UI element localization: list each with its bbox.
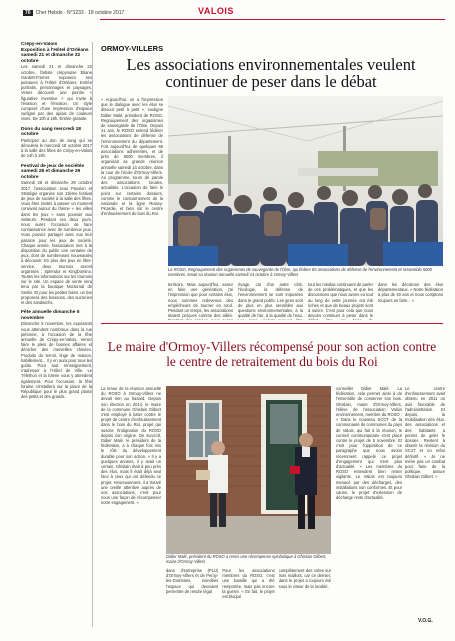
article-body-column: Pour les associations membres du ROSO, c'est une bataille qui a été remportée, mais pas encore la guerre. « En fait, le projet est bloqué: [222, 568, 275, 600]
article-body-column: Le centre d'enfouissement avait obtenu en 2011 un avis favorable de l'administration. Et depuis, la mobilisation des élus, des associations et des habitants a permis de geler le dossier. Restent à obtenir la révision du SCoT et un refus définitif. « Je ne mène pas un combat pour faire de la politique, assure Ghislain Gilbert. »: [405, 386, 445, 480]
article-body-column: tout les médias continuent de parler de ces problématiques, et que les discussions que nous avons eu tout au long de cette journée ont été riches et que de beaux projets sont à suivre. C'est pour cela que nous devons continuer à peser dans le: [308, 282, 373, 319]
brief-text: Samedi 28 et dimanche 29 octobre 2017, l'association Jeux Passion et Stratégie organise son 13ème festival de jeux de société à la salle des fêtes. Vous êtes invités à passer un moment convivial autour du thème « les villes dans les jeux » sans pousser aux visiteurs. Pendant ces deux jours, nous aurez l'occasion de faire connaissance avec de nombreux jeux. Vous pouvez partager avec eux leur passion pour les jeux de société. Chaque année, l'association met à la disposition du public une centaine de jeux, dont de nombreuses nouveautés à découvrir. En plus des jeux en libre-service, deux tournois seront organisés : Splendor et KingDomino. Toutes les informations sur les tournois sur le site. Un espace de vente sera tenu par la boutique Nocturnal de Senlis. Et pour les petites faims, un bar proposera des boissons, des sucreries et des sandwichs.: [21, 180, 92, 306]
brief-item: [21, 164, 92, 306]
section-title: VALOIS: [198, 6, 234, 16]
left-news-column: [21, 42, 93, 627]
article-body-column: conseiller Didier Malé. La fédération, cela permet ainsi à de l'ensemble de conserver son bois. Ghislain, maire d'Ormoy-Villers, l'élève de l'association Valois environnement, membre du ROSO : « Dans le nouveau SCOT de la communauté de communes du pays de Valois, qui fait à la réunion, le conseil communautaire s'est placé contre le projet de 5 novembre. Et c'est pour l'opposition de ce paragraphe que nous avons récemment rappelé ce projet d'engagement qui n'est plus d'actualité. » Les membres du ROSO entendent bien rester vigilants. Le Valois est toujours menacé par des décharges, des installations non conformes. Et pour cause, le projet d'extension de décharge reste d'actualité.: [336, 386, 402, 501]
meeting-photo: [168, 96, 443, 266]
article-body-column: territoire. Mais aujourd'hui, assez en faire une génération, j'ai l'impression que pour certains élus, nous sommes redevenus des empêcheurs de tourner en rond. Pendant un temps, les associations étaient perçues comme des alliés.: [168, 282, 233, 319]
article-body-row: [168, 282, 443, 320]
header-rule: [100, 19, 445, 20]
author-signature: V.O.G.: [418, 618, 433, 624]
page-number: 70: [25, 10, 31, 16]
brief-text: Participez au don de sang qui se déroulera le mercredi 18 octobre 2017 à la salle des fêtes de Crépy-en-Valois de 14h à 19h.: [21, 137, 92, 159]
article-headline: Les associations environnementales veulent continuer de peser dans le débat: [126, 55, 416, 91]
article-body-column: dans les décisions des élus départementaux. « Notre fédération a plus de 40 ans et nous comptons toujours en faire... »: [378, 282, 443, 303]
brief-text: Les samedi 21 et dimanche 22 octobre, l'artiste crépynoise Eliane Gardett-Fremet exposera ses peintures à l'Hôtel d'Orléans. Entrée portraits, personnages et paysages. Venez découvrir une peintre « figurative inventive » qui invite à l'évasion et l'émotion. Un style composé d'une impression d'espace surligné par des apiais de couleurs vives. De 10h à 18h. Entrée gratuite.: [21, 64, 92, 122]
article-kicker: ORMOY-VILLERS: [101, 44, 164, 53]
photo-caption: Le ROSO, Regroupement des organismes de sauvegarde de l'Oise, qui fédère 65 associations de défense de l'environnement et rassemble 5000 membres, tenait sa réunion annuelle samedi 14 octobre à Ormoy-Villers: [168, 267, 432, 277]
brief-heading: Fête annuelle dimanche 5 novembre: [21, 310, 80, 321]
brief-item: [21, 127, 92, 159]
article-headline: Le maire d'Ormoy-Villers récompensé pour son action contre le centre de retraitement du bois du Roi: [107, 339, 437, 370]
article-body-column: dans d'entreprise (PLU) d'Ormoy-Villers et de Peroy-les-Gombries, inondées l'espace qui devraient permettre de rendre légal: [166, 568, 219, 594]
award-photo: [166, 386, 331, 554]
article-body-row: [166, 568, 331, 623]
article-body-column: « Aujourd'hui, on a l'impression que le dialogue avec les élus se dissout petit à petit », souligne Didier Malé, président de ROSO. Regroupement des organismes de sauvegarde de l'Oise. Depuis 41 ans, le ROSO entend fédérer les associations de défense de l'environnement du département. Fort aujourd'hui de quelques 65 associations adhérentes, et de près de 5000 membres, il organisait sa grande réunion annuelle samedi 14 octobre, dans la cour de l'école d'Ormoy-Villers. Au programme, tours de parole des associations locales, actualités. L'occasion de faire le point sur certains dossiers, comme le contournement de la nationale et la ligne Roissy-Picardie, et bien sûr le centre d'enfouissement du bois du Roi.: [101, 97, 163, 217]
brief-item: [21, 42, 92, 122]
brief-heading: Dons du sang mercredi 18 octobre: [21, 126, 81, 138]
page-header-info: [23, 8, 124, 18]
brief-subheading: Exposition à l'Hôtel d'Orléans samedi 21 et dimanche 22 octobre: [21, 47, 89, 64]
brief-heading: Festival de jeux de sociétés samedi 28 et dimanche 29 octobre: [21, 163, 85, 180]
article-separator: [101, 323, 443, 324]
photo-caption: Didier Malé, président du ROSO a remis une récompense symbolique à Ghislain Gilbert, maire d'Ormoy-Villers: [166, 554, 327, 564]
brief-item: [21, 310, 92, 399]
brief-text: Dimanche 5 novembre, les exposants vous attendent nombreux dans la rue piétonne, à l'occasion de la fête annuelle de Crépy-en-Valois. Venez faire le plein de bonnes affaires et dénicher des merveilles chinées. Produits du terroir, linge de maison, habillement... Il y en aura pour tous les goûts. Pour tout renseignement, s'adresser à l'Hôtel de Ville. Le Téléthon et la loterie vous y attendent également. Pour l'occasion, la fête foraine s'installera sur la place de la République pour le plus grand plaisir des petits et des grands.: [21, 321, 92, 400]
article-body-column: La tenue de la réunion annuelle du ROSO à Ormoy-Villers ne devait rien au hasard. Depuis son élection en 2014, le maire de la commune Ghislain Gilbert s'est employé à lutter contre le projet de centre d'enfouissement dans le bois du Roi, projet qui suscite l'indignation du ROSO depuis son origine. De surcroît, Didier Malé, le président de la fédération, a à chaque fois mis le rôle du développement durable pour son action. « Il y a quelques années, il y avait un certain, Ghislain était à peu près des élus, mais il était déjà seul face à ceux qui ont défendu ce projet. Heureusement, il a trouvé une oreille attentive auprès de nos associations, c'est pour nous une façon de récompenser notre engagement. »: [101, 386, 161, 506]
publication-info: Cher Hebdo · N°1233 · 18 octobre 2017: [35, 10, 125, 16]
brief-heading: Crépy-en-Valois: [21, 42, 58, 47]
article-body-column: complètement des votes sur trois maillots, car ce dernier, dans le projet a toujours été sous le viseur de la localité.: [278, 568, 331, 589]
article-body-column: rivage, car d'un autre côté, l'écologie, la défense de l'environnement se sont imposées dans le grand public. Les gens sont de plus en plus sensibles aux questions environnementales, à la qualité de l'air, à la qualité de l'eau.: [238, 282, 303, 319]
